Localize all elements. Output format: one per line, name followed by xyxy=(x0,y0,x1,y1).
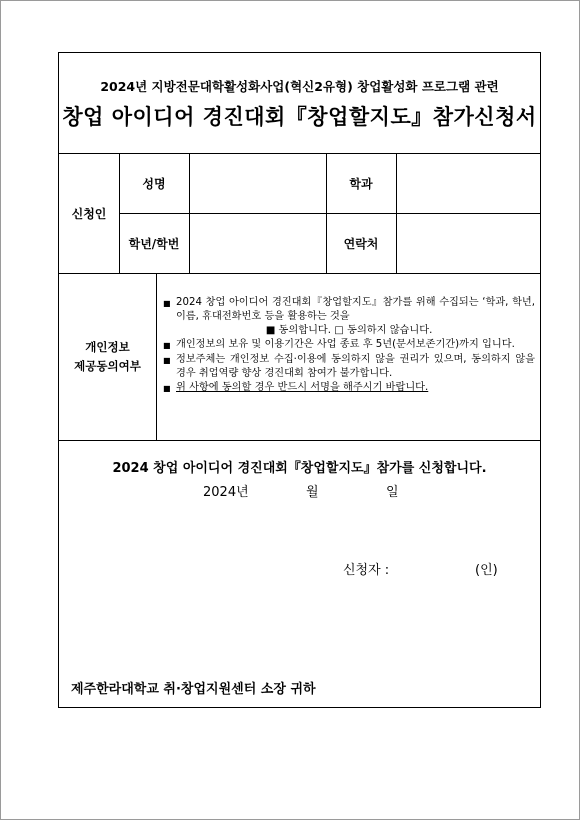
applicant-label: 신청인 xyxy=(71,207,107,221)
department-field[interactable] xyxy=(396,154,542,213)
bullet-icon: ■ xyxy=(163,356,171,365)
privacy-item-retention: 개인정보의 보유 및 이용기간은 사업 종료 후 5년(문서보존기간)까지 입니다. xyxy=(176,339,515,350)
year-id-field[interactable] xyxy=(189,213,326,273)
applicant-signature-label: 신청자 : xyxy=(343,563,390,578)
list-item xyxy=(163,353,535,381)
bullet-icon: ■ xyxy=(163,384,171,393)
privacy-label-line2: 제공동의여부 xyxy=(74,359,141,373)
form-header xyxy=(59,53,540,154)
list-item xyxy=(163,381,535,396)
contact-field[interactable] xyxy=(396,213,542,273)
privacy-item-rights: 정보주체는 개인정보 수집·이용에 동의하지 않을 권리가 있으며, 동의하지 않을 경우 취업역량 향상 경진대회 참여가 불가합니다. xyxy=(176,354,535,379)
year-id-label: 학년/학번 xyxy=(128,236,180,251)
bullet-icon: ■ xyxy=(163,299,171,308)
form-title: 창업 아이디어 경진대회『창업할지도』참가신청서 xyxy=(62,105,537,129)
privacy-label xyxy=(59,274,157,440)
privacy-terms xyxy=(163,296,535,396)
list-item xyxy=(163,296,535,324)
privacy-label-line1: 개인정보 xyxy=(85,340,130,354)
applicant-section xyxy=(59,154,540,274)
privacy-item-purpose: 2024 창업 아이디어 경진대회『창업할지도』참가를 위해 수집되는 ‘학과, 학년, 이름, 휴대전화번호 등을 활용하는 것을 xyxy=(176,297,535,322)
name-field[interactable] xyxy=(189,154,326,213)
consent-choice[interactable]: ■ 동의합니다. □ 동의하지 않습니다. xyxy=(265,325,433,336)
name-label: 성명 xyxy=(142,177,166,191)
list-item xyxy=(163,338,535,353)
privacy-consent-section xyxy=(59,274,540,441)
application-form xyxy=(58,52,541,708)
bullet-icon: ■ xyxy=(163,341,171,350)
application-section xyxy=(59,441,540,707)
date-day[interactable]: 일 xyxy=(386,485,399,500)
form-subtitle: 2024년 지방전문대학활성화사업(혁신2유형) 창업활성화 프로그램 관련 xyxy=(100,79,499,94)
privacy-item-signature-note: 위 사항에 동의할 경우 반드시 서명을 해주시기 바랍니다. xyxy=(176,382,429,393)
date-month[interactable]: 월 xyxy=(306,485,319,500)
contact-label: 연락처 xyxy=(343,236,379,251)
date-year: 2024년 xyxy=(203,485,249,500)
recipient: 제주한라대학교 취·창업지원센터 소장 귀하 xyxy=(71,682,316,697)
application-statement: 2024 창업 아이디어 경진대회『창업할지도』참가를 신청합니다. xyxy=(112,461,487,476)
seal-mark[interactable]: (인) xyxy=(475,563,498,578)
department-label: 학과 xyxy=(349,177,373,191)
